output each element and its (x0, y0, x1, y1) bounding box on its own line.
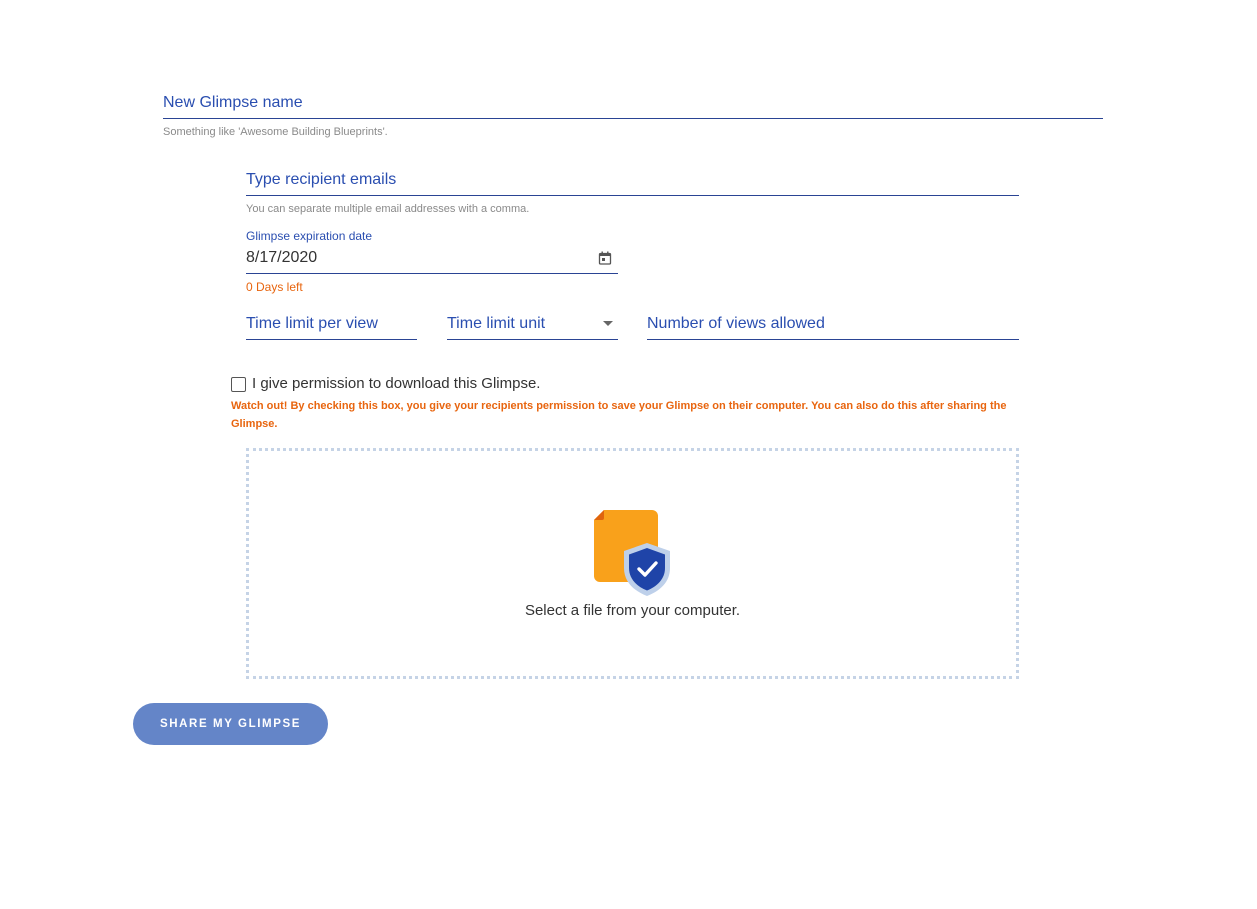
download-permission-warning: Watch out! By checking this box, you give your recipients permission to save your Glimpse on their computer. You can also do this after sharing the Glimpse. (231, 400, 1007, 430)
glimpse-name-field (163, 88, 1103, 138)
share-glimpse-button[interactable]: SHARE MY GLIMPSE (133, 703, 328, 745)
expiration-date-input[interactable] (246, 246, 618, 274)
time-unit-field (447, 308, 618, 340)
time-limit-field (246, 308, 417, 340)
recipient-emails-input[interactable] (246, 165, 1019, 196)
download-permission-row (231, 375, 1031, 395)
time-unit-label: Time limit unit (447, 315, 546, 332)
glimpse-name-hint: Something like 'Awesome Building Blueprints'. (163, 126, 388, 138)
views-allowed-field (647, 308, 1019, 340)
drop-zone-text: Select a file from your computer. (524, 602, 741, 619)
download-permission-label[interactable]: I give permission to download this Glimpse. (252, 375, 541, 392)
expiration-date-field (246, 229, 618, 295)
download-permission-checkbox[interactable] (231, 377, 246, 392)
time-unit-select[interactable] (447, 308, 618, 340)
expiration-date-value: 8/17/2020 (246, 249, 318, 266)
calendar-icon[interactable] (598, 251, 612, 265)
glimpse-name-input[interactable] (163, 88, 1103, 119)
recipient-emails-field (246, 165, 1019, 217)
views-allowed-input[interactable] (647, 308, 1019, 340)
file-drop-zone[interactable] (246, 448, 1019, 679)
dropdown-arrow-icon (603, 321, 613, 326)
recipient-emails-hint: You can separate multiple email addresses with a comma. (246, 203, 530, 215)
days-left-text: 0 Days left (246, 280, 303, 294)
expiration-date-label: Glimpse expiration date (246, 229, 373, 243)
file-shield-icon (594, 506, 674, 601)
time-limit-input[interactable] (246, 308, 417, 340)
